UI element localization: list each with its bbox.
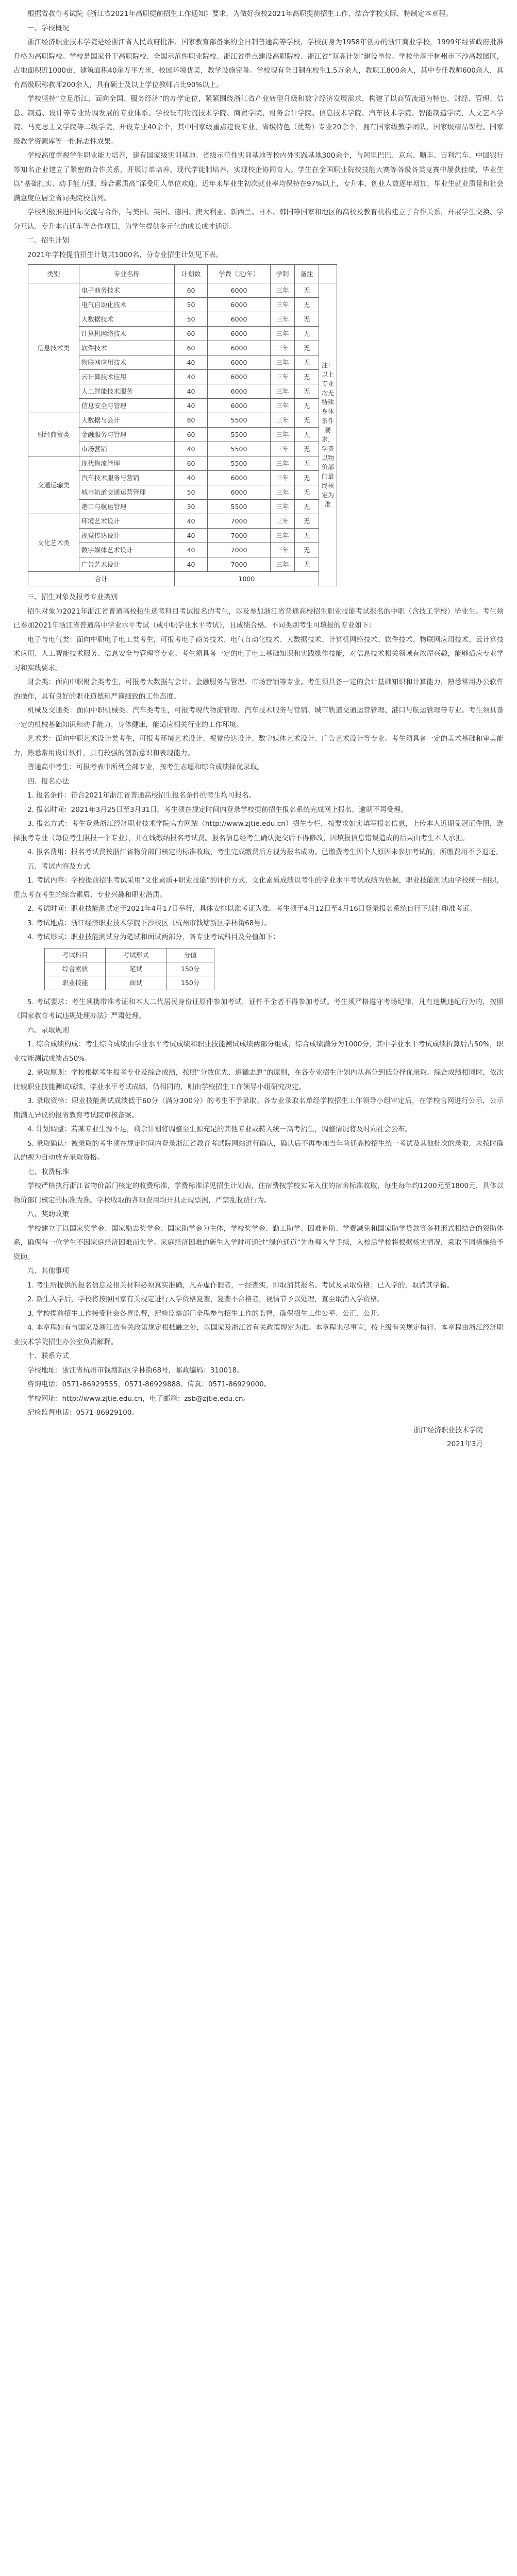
section-heading: 一、学校概况: [27, 24, 69, 32]
plan-value-cell: 40: [174, 471, 207, 485]
plan-value-cell: 无: [294, 283, 319, 298]
plan-table-header: [28, 265, 337, 283]
paragraph: 财会类：面向中职财会类考生，可报考大数据与会计、金融服务与管理、市场营销等专业。考生须具备一定的会计基础知识和计算能力，熟悉常用办公软件的操作，具有良好的职业道德和严谨细致的工作态度。: [13, 678, 504, 701]
section-heading: 三、招生对象及报考专业类别: [27, 593, 118, 601]
paragraph: 学校积极推进国际交流与合作，与美国、英国、德国、澳大利亚、新西兰、日本、韩国等国家和地区的高校及教育机构建立了合作关系，开展学生交换、学分互认、专升本直通车等合作项目，为学生提供多元化的成长成才通道。: [13, 208, 504, 231]
plan-major-cell: 数字媒体艺术设计: [79, 543, 174, 557]
plan-value-cell: 三年: [271, 514, 295, 529]
plan-value-cell: 三年: [271, 341, 295, 355]
plan-value-cell: 40: [174, 384, 207, 399]
plan-value-cell: 无: [294, 312, 319, 327]
exam-cell: 职业技能: [45, 976, 106, 990]
plan-value-cell: 无: [294, 384, 319, 399]
plan-major-cell: 现代物流管理: [79, 456, 174, 471]
plan-total-label: 合计: [28, 572, 175, 586]
plan-value-cell: 三年: [271, 543, 295, 557]
plan-value-cell: 6000: [208, 312, 271, 327]
paragraph: 学校网址：http://www.zjtie.edu.cn，电子邮箱：zsb@zjtie.edu.cn。: [27, 1394, 251, 1403]
plan-header-cell: 备注: [294, 265, 319, 283]
table-row: [45, 962, 214, 976]
plan-value-cell: 60: [174, 283, 207, 298]
plan-major-cell: 港口与航运管理: [79, 500, 174, 514]
paragraph: 2. 考试时间：职业技能测试定于2021年4月17日举行，具体安排以准考证为准。考生须于4月12日至4月16日登录报名系统自行下载打印准考证。: [27, 905, 477, 913]
paragraph: 5. 录取确认：被录取的考生须在规定时间内登录浙江省教育考试院网站进行确认，确认后不再参加当年普通高校招生统一考试及其他批次的录取，未按时确认的视为自动放弃录取资格。: [13, 1139, 504, 1162]
section-heading: 六、录取规则: [27, 1026, 69, 1035]
plan-total-value: 1000: [174, 572, 319, 586]
article-section-rules: [13, 995, 504, 1420]
plan-header-cell: 学费（元/年）: [208, 265, 271, 283]
plan-major-cell: 汽车技术服务与营销: [79, 471, 174, 485]
paragraph: 4. 考试形式：职业技能测试分为笔试和面试两部分，各专业考试科目及分值如下：: [27, 933, 280, 941]
plan-header-cell: 类别: [28, 265, 79, 283]
exam-header-cell: 考试科目: [45, 948, 106, 962]
section-heading: 二、招生计划: [27, 236, 69, 245]
plan-value-cell: 三年: [271, 529, 295, 543]
paragraph: 3. 录取资格：职业技能测试成绩低于60分（满分300分）的考生不予录取。各专业录取名单经学校招生工作领导小组审定后，在学校官网进行公示，公示期满无异议的报省教育考试院审核备案。: [13, 1097, 504, 1120]
plan-side-note: 注：以上专业均无特殊身体条件要求，学费以物价部门最终核定为准: [319, 283, 337, 586]
plan-major-cell: 市场营销: [79, 442, 174, 456]
exam-header-cell: 分值: [166, 948, 214, 962]
plan-value-cell: 无: [294, 557, 319, 572]
plan-value-cell: 三年: [271, 283, 295, 298]
paragraph: 学校严格执行浙江省物价部门核定的收费标准，学费标准详见招生计划表，住宿费按学校实际入住的宿舍标准收取，每生每年约1200元至1800元，具体以物价部门核定的标准为准。学校收取的各项费用均开具正规票据，严禁乱收费行为。: [13, 1182, 504, 1205]
plan-major-cell: 计算机网络技术: [79, 327, 174, 341]
plan-major-cell: 电气自动化技术: [79, 298, 174, 312]
paragraph: 3. 考试地点：浙江经济职业技术学院下沙校区（杭州市钱塘新区学林街68号）。: [27, 919, 272, 927]
exam-header-cell: 考试形式: [106, 948, 166, 962]
plan-value-cell: 7000: [208, 529, 271, 543]
paragraph: 电子与电气类：面向中职电子电工类考生，可报考电子商务技术、电气自动化技术、大数据技术、计算机网络技术、软件技术、物联网应用技术、云计算技术应用、人工智能技术服务、信息安全与管理等专业。考生须具备一定的电子电工基础知识和实践操作技能，对信息技术相关领域有浓厚兴趣，能够适应专业学习和实践要求。: [13, 635, 504, 672]
plan-value-cell: 40: [174, 370, 207, 384]
paragraph: 1. 考生所提供的报名信息及相关材料必须真实准确，凡弄虚作假者，一经查实，即取消其报名、考试及录取资格；已入学的，取消其学籍。: [27, 1281, 454, 1290]
plan-value-cell: 三年: [271, 485, 295, 500]
plan-value-cell: 7000: [208, 543, 271, 557]
plan-header-cell: 计划数: [174, 265, 207, 283]
plan-major-cell: 信息安全与管理: [79, 399, 174, 413]
plan-value-cell: 6000: [208, 355, 271, 370]
plan-value-cell: 三年: [271, 298, 295, 312]
paragraph: 根据省教育考试院《浙江省2021年高职提前招生工作通知》要求，为做好我校2021年高职提前招生工作，结合学校实际，特制定本章程。: [27, 10, 453, 18]
paragraph: 艺术类：面向中职艺术设计类考生，可报考环境艺术设计、视觉传达设计、数字媒体艺术设计、广告艺术设计等专业。考生须具备一定的美术基础和审美能力，熟悉常用设计软件，具有较强的创新意识和表现能力。: [13, 735, 504, 757]
plan-value-cell: 三年: [271, 413, 295, 428]
plan-total-row: [28, 572, 337, 586]
exam-cell: 面试: [106, 976, 166, 990]
plan-category-cell: 交通运输类: [28, 456, 79, 514]
paragraph: 纪检监督电话：0571-86929100。: [27, 1409, 139, 1417]
plan-major-cell: 云计算技术应用: [79, 370, 174, 384]
article-section-requirements: [13, 590, 504, 945]
exam-table-header: [45, 948, 214, 962]
plan-value-cell: 60: [174, 327, 207, 341]
plan-category-cell: 信息技术类: [28, 283, 79, 413]
plan-value-cell: 6000: [208, 298, 271, 312]
paragraph: 1. 报名条件：符合2021年浙江省普通高校招生报名条件的考生均可报名。: [27, 791, 256, 800]
plan-value-cell: 无: [294, 428, 319, 442]
plan-value-cell: 三年: [271, 456, 295, 471]
plan-category-cell: 财经商贸类: [28, 413, 79, 456]
plan-major-cell: 电子商务技术: [79, 283, 174, 298]
plan-value-cell: 三年: [271, 370, 295, 384]
plan-value-cell: 三年: [271, 327, 295, 341]
plan-value-cell: 40: [174, 399, 207, 413]
paragraph: 2021年学校提前招生计划共1000名，分专业招生计划见下表。: [27, 250, 223, 259]
section-heading: 七、收费标准: [27, 1167, 69, 1176]
plan-value-cell: 60: [174, 428, 207, 442]
paragraph: 学校高度重视学生职业能力培养，建有国家级实训基地、省级示范性实训基地等校内外实践基地300余个，与阿里巴巴、京东、顺丰、吉利汽车、中国银行等知名企业建立了紧密的合作关系，开展订单培养、现代学徒制培养，实现校企协同育人。学生在全国职业院校技能大赛等各级各类竞赛中屡获佳绩，毕业生以“基础扎实、动手能力强、综合素质高”深受用人单位欢迎，近年来毕业生初次就业率均保持在97%以上，专升本、创业人数逐年增加，毕业生就业质量和社会满意度位居全省同类院校前列。: [13, 151, 504, 202]
plan-value-cell: 无: [294, 341, 319, 355]
plan-value-cell: 三年: [271, 384, 295, 399]
plan-value-cell: 30: [174, 500, 207, 514]
section-heading: 九、其他事项: [27, 1267, 69, 1275]
plan-value-cell: 40: [174, 557, 207, 572]
plan-value-cell: 三年: [271, 355, 295, 370]
plan-major-cell: 物联网应用技术: [79, 355, 174, 370]
article-section-intro: [13, 7, 504, 262]
plan-value-cell: 6000: [208, 485, 271, 500]
paragraph: 咨询电话：0571-86929555，0571-86929888。传真：0571-86929000。: [27, 1380, 271, 1388]
plan-side-header: [319, 265, 337, 283]
table-row: [45, 976, 214, 990]
plan-value-cell: 40: [174, 543, 207, 557]
section-heading: 八、奖助政策: [27, 1210, 69, 1218]
exam-cell: 综合素质: [45, 962, 106, 976]
plan-major-cell: 大数据技术: [79, 312, 174, 327]
plan-value-cell: 三年: [271, 442, 295, 456]
exam-cell: 150分: [166, 976, 214, 990]
plan-major-cell: 视觉传达设计: [79, 529, 174, 543]
exam-cell: 笔试: [106, 962, 166, 976]
plan-value-cell: 三年: [271, 557, 295, 572]
plan-table-body: [28, 283, 337, 586]
paragraph: 4. 本章程如有与国家及浙江省有关政策规定相抵触之处，以国家及浙江省有关政策规定为准。本章程未尽事宜，按上级有关规定执行。本章程由浙江经济职业技术学院招生办公室负责解释。: [13, 1324, 504, 1346]
plan-major-cell: 软件技术: [79, 341, 174, 355]
paragraph: 2. 新生入学后，学校将按照国家有关规定进行入学资格复查，复查不合格者，视情节予以处理，直至取消入学资格。: [27, 1295, 385, 1303]
plan-value-cell: 50: [174, 298, 207, 312]
plan-value-cell: 无: [294, 298, 319, 312]
paragraph: 4. 计划调整：若某专业生源不足，剩余计划将调整至生源充足的其他专业或转入统一高考招生，调整情况将及时向社会公布。: [27, 1125, 412, 1133]
plan-major-cell: 大数据与会计: [79, 413, 174, 428]
paragraph: 机械及交通类：面向中职机械类、汽车类考生，可报考现代物流管理、汽车技术服务与营销、城市轨道交通运营管理、港口与航运管理等专业。考生须具备一定的机械基础知识和动手能力，身体健康，能适应相关行业的工作环境。: [13, 706, 504, 729]
plan-value-cell: 三年: [271, 312, 295, 327]
paragraph: 普通高中考生：可报考表中所列全部专业，按考生志愿和综合成绩择优录取。: [27, 763, 264, 771]
paragraph: 学校坚持“立足浙江、面向全国、服务经济”的办学定位，紧紧围绕浙江省产业转型升级和数字经济发展需求，构建了以商贸流通为特色，财经、管理、信息、制造、设计等专业协调发展的专业体系。学校设有物流技术学院、商贸学院、财务会计学院、信息技术学院、汽车技术学院、智能制造学院、人文艺术学院、马克思主义学院等二级学院，开设专业40余个，其中国家级重点建设专业、省级特色（优势）专业20余个，拥有国家级教学团队、国家级精品课程、国家级教学资源库等一批标志性成果。: [13, 95, 504, 146]
section-heading: 五、考试内容及方式: [27, 862, 90, 871]
paragraph: 招生对象为2021年浙江省普通高校招生选考科目考试报名的考生，以及参加浙江省普通高校招生职业技能考试报名的中职（含技工学校）毕业生。考生须已参加2021年浙江省普通高中学业水平考试（或中职学业水平考试），且成绩合格。不同类别考生可填报的专业如下：: [13, 607, 504, 630]
plan-value-cell: 50: [174, 485, 207, 500]
exam-table-body: [45, 962, 214, 990]
plan-major-cell: 环境艺术设计: [79, 514, 174, 529]
paragraph: 1. 考试内容：学校提前招生考试采用“文化素质+职业技能”的评价方式，文化素质成绩以考生的学业水平考试成绩为依据，职业技能测试由学校统一组织，重点考查考生的综合素质、专业兴趣和职业潜质。: [13, 876, 504, 899]
paragraph: 2. 报名时间：2021年3月25日至3月31日。考生须在规定时间内登录学校提前招生报名系统完成网上报名，逾期不再受理。: [27, 805, 408, 814]
plan-value-cell: 无: [294, 485, 319, 500]
section-heading: 十、联系方式: [27, 1352, 69, 1360]
plan-value-cell: 无: [294, 355, 319, 370]
plan-value-cell: 无: [294, 471, 319, 485]
plan-value-cell: 6000: [208, 471, 271, 485]
plan-value-cell: 60: [174, 341, 207, 355]
plan-value-cell: 无: [294, 370, 319, 384]
enrollment-plan-table: [28, 264, 337, 586]
plan-value-cell: 三年: [271, 399, 295, 413]
signature-date: 2021年3月: [447, 1440, 483, 1448]
plan-value-cell: 无: [294, 500, 319, 514]
plan-value-cell: 40: [174, 355, 207, 370]
paragraph: 4. 报名费用：报名考试费按浙江省物价部门核定的标准收取，考生完成缴费后方视为报名成功。已缴费考生因个人原因未参加考试的，所缴费用不予退还。: [27, 848, 503, 856]
paragraph: 学校地址：浙江省杭州市钱塘新区学林街68号，邮政编码：310018。: [27, 1366, 244, 1375]
plan-value-cell: 40: [174, 514, 207, 529]
paragraph: 3. 学校提前招生工作接受社会各界监督，纪检监察部门全程参与招生工作的监督，确保招生工作公平、公正、公开。: [27, 1309, 385, 1318]
plan-value-cell: 无: [294, 327, 319, 341]
plan-major-cell: 城市轨道交通运营管理: [79, 485, 174, 500]
table-row: [28, 514, 337, 529]
plan-value-cell: 6000: [208, 399, 271, 413]
plan-header-cell: 专业名称: [79, 265, 174, 283]
plan-value-cell: 无: [294, 442, 319, 456]
exam-subject-table: [44, 948, 214, 990]
paragraph: 1. 综合成绩构成：考生综合成绩由学业水平考试成绩和职业技能测试成绩两部分组成，综合成绩满分为1000分，其中学业水平考试成绩折算后占50%，职业技能测试成绩占50%。: [13, 1040, 504, 1063]
plan-value-cell: 80: [174, 413, 207, 428]
signature-school: 浙江经济职业技术学院: [413, 1426, 483, 1434]
plan-value-cell: 无: [294, 543, 319, 557]
table-row: [28, 283, 337, 298]
plan-header-cell: 学制: [271, 265, 295, 283]
plan-value-cell: 无: [294, 399, 319, 413]
plan-value-cell: 无: [294, 413, 319, 428]
plan-value-cell: 50: [174, 312, 207, 327]
paragraph: 3. 报名方式：考生登录浙江经济职业技术学院官方网站（http://www.zjtie.edu.cn）招生专栏，按要求如实填写报名信息，上传本人近期免冠证件照，选择报考专业（每位考生限报一个专业），并在线缴纳报名考试费。报名信息经考生确认提交后不得修改，因填报信息错误造成的后果由考生本人承担。: [13, 820, 504, 842]
plan-value-cell: 5500: [208, 428, 271, 442]
table-row: [28, 413, 337, 428]
plan-major-cell: 金融服务与管理: [79, 428, 174, 442]
plan-value-cell: 7000: [208, 557, 271, 572]
paragraph: 浙江经济职业技术学院是经浙江省人民政府批准、国家教育部备案的全日制普通高等学校，学校前身为1958年创办的浙江商业学校，1999年经省政府批准升格为高职院校。学校是国家骨干高职院校、全国示范性职业院校、浙江省重点建设高职院校、浙江省“双高计划”建设单位。学校坐落于杭州市下沙高教园区，占地面积近1000亩，建筑面积40余万平方米，校园环境优美，教学设施完备。学校现有全日制在校生1.5万余人，教职工800余人，其中专任教师600余人，具有高级职称教师200余人，具有硕士及以上学位教师占比90%以上。: [13, 38, 504, 89]
plan-value-cell: 6000: [208, 283, 271, 298]
plan-value-cell: 5500: [208, 442, 271, 456]
table-row: [28, 456, 337, 471]
paragraph: 2. 录取原则：学校根据考生报考专业及综合成绩，按照“分数优先、遵循志愿”的原则，在各专业招生计划内从高分到低分择优录取。综合成绩相同时，依次比较职业技能测试成绩、学业水平考试成绩，仍相同的，则由学校招生工作领导小组研究决定。: [13, 1069, 504, 1091]
plan-value-cell: 三年: [271, 471, 295, 485]
section-heading: 四、报名办法: [27, 777, 69, 786]
plan-value-cell: 5500: [208, 456, 271, 471]
plan-value-cell: 7000: [208, 514, 271, 529]
plan-value-cell: 6000: [208, 341, 271, 355]
plan-value-cell: 无: [294, 529, 319, 543]
plan-value-cell: 无: [294, 456, 319, 471]
exam-cell: 150分: [166, 962, 214, 976]
plan-value-cell: 5500: [208, 500, 271, 514]
plan-value-cell: 6000: [208, 370, 271, 384]
plan-major-cell: 人工智能技术服务: [79, 384, 174, 399]
plan-value-cell: 无: [294, 514, 319, 529]
plan-value-cell: 40: [174, 442, 207, 456]
plan-value-cell: 三年: [271, 500, 295, 514]
plan-value-cell: 6000: [208, 384, 271, 399]
plan-value-cell: 40: [174, 529, 207, 543]
plan-value-cell: 6000: [208, 327, 271, 341]
paragraph: 5. 考试要求：考生须携带准考证和本人二代居民身份证原件参加考试，证件不全者不得参加考试。考生须严格遵守考场纪律，凡有违规违纪行为的，按照《国家教育考试违规处理办法》严肃处理。: [13, 997, 504, 1020]
plan-value-cell: 5500: [208, 413, 271, 428]
plan-value-cell: 60: [174, 456, 207, 471]
paragraph: 学校建立了以国家奖学金、国家励志奖学金、国家助学金为主体，学校奖学金、勤工助学、困难补助、学费减免和国家助学贷款等多种形式相结合的资助体系，确保每一位学生不因家庭经济困难而失学。家庭经济困难的新生入学时可通过“绿色通道”先办理入学手续，入校后学校将根据核实情况，采取不同措施给予资助。: [13, 1224, 504, 1261]
plan-value-cell: 三年: [271, 428, 295, 442]
plan-category-cell: 文化艺术类: [28, 514, 79, 572]
plan-major-cell: 广告艺术设计: [79, 557, 174, 572]
